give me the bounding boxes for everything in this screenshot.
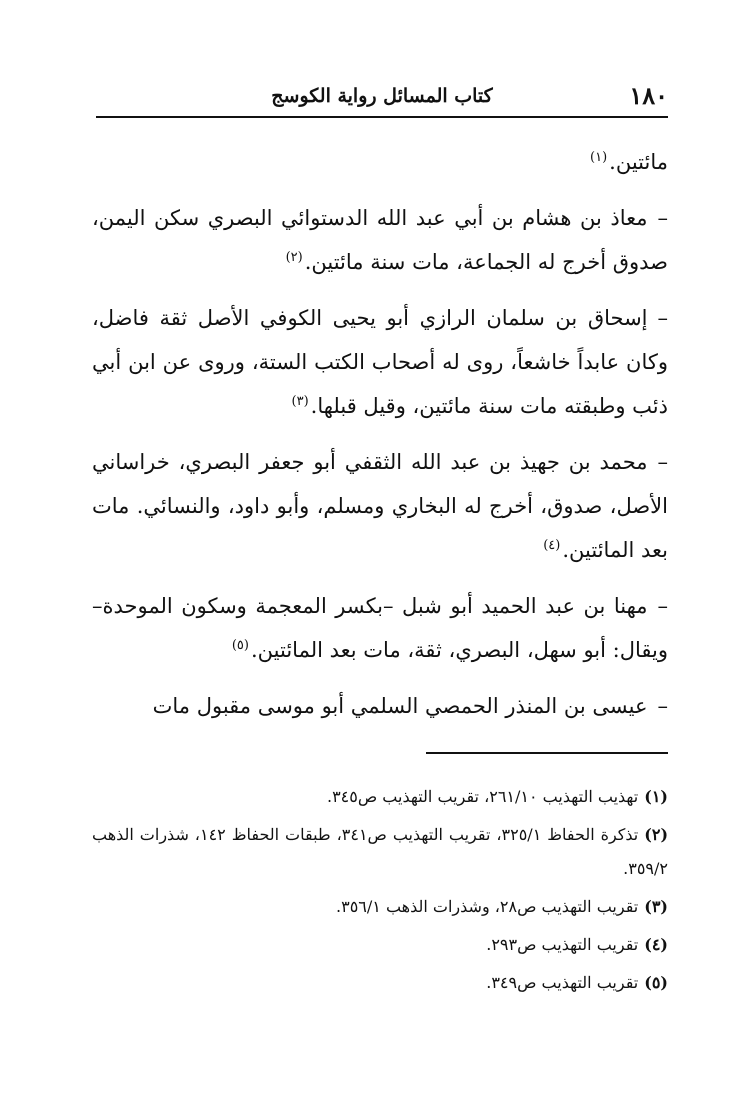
paragraph-text: مائتين. bbox=[609, 150, 668, 174]
running-title: كتاب المسائل رواية الكوسج bbox=[271, 85, 493, 107]
footnote-number: (٢) bbox=[644, 825, 669, 844]
footnote-number: (٥) bbox=[644, 973, 668, 992]
footnote bbox=[92, 890, 668, 924]
footnote-number: (٤) bbox=[644, 935, 668, 954]
footnote-text: تقريب التهذيب ص٣٤٩. bbox=[486, 973, 639, 992]
page-number: ١٨٠ bbox=[629, 81, 668, 110]
entry-dash: – bbox=[657, 450, 668, 474]
footnote-rule bbox=[426, 752, 668, 754]
footnote-number: (١) bbox=[644, 787, 668, 806]
footnote bbox=[92, 928, 668, 962]
paragraph-text: محمد بن جهيذ بن عبد الله الثقفي أبو جعفر البصري، خراساني الأصل، صدوق، أخرج له البخاري ومسلم، وأبو داود، والنسائي. مات بعد المائتين. bbox=[92, 450, 668, 562]
paragraph-entry bbox=[92, 296, 668, 428]
footnote-ref: (٢) bbox=[285, 250, 303, 265]
footnote bbox=[92, 966, 668, 1000]
footnote-ref: (٤) bbox=[543, 538, 561, 553]
paragraph-continuation bbox=[92, 140, 668, 184]
entry-dash: – bbox=[657, 594, 668, 618]
footnote-number: (٣) bbox=[644, 897, 668, 916]
footnote-ref: (٣) bbox=[291, 394, 309, 409]
footnote bbox=[92, 818, 668, 886]
footnote bbox=[92, 780, 668, 814]
paragraph-text: عيسى بن المنذر الحمصي السلمي أبو موسى مقبول مات bbox=[152, 694, 648, 718]
footnote-ref: (١) bbox=[590, 150, 608, 165]
entry-dash: – bbox=[657, 306, 668, 330]
paragraph-text: إسحاق بن سلمان الرازي أبو يحيى الكوفي الأصل ثقة فاضل، وكان عابداً خاشعاً، روى له أصحاب الكتب الستة، وروى عن ابن أبي ذئب وطبقته مات سنة مائتين، وقيل قبلها. bbox=[92, 306, 668, 418]
footnote-text: تذكرة الحفاظ ٣٢٥/١، تقريب التهذيب ص٣٤١، طبقات الحفاظ ١٤٢، شذرات الذهب ٣٥٩/٢. bbox=[92, 825, 668, 878]
header-rule bbox=[96, 116, 668, 118]
paragraph-entry bbox=[92, 440, 668, 572]
paragraph-text: معاذ بن هشام بن أبي عبد الله الدستوائي البصري سكن اليمن، صدوق أخرج له الجماعة، مات سنة مائتين. bbox=[92, 206, 668, 274]
paragraph-text: مهنا بن عبد الحميد أبو شبل –بكسر المعجمة وسكون الموحدة– ويقال: أبو سهل، البصري، ثقة، مات بعد المائتين. bbox=[92, 594, 668, 662]
footnote-ref: (٥) bbox=[231, 638, 249, 653]
main-text bbox=[92, 140, 668, 740]
footnotes bbox=[92, 780, 668, 1004]
paragraph-entry bbox=[92, 584, 668, 672]
paragraph-entry bbox=[92, 196, 668, 284]
footnote-text: تهذيب التهذيب ٢٦١/١٠، تقريب التهذيب ص٣٤٥. bbox=[326, 787, 639, 806]
page-header bbox=[96, 80, 668, 112]
footnote-text: تقريب التهذيب ص٢٨، وشذرات الذهب ٣٥٦/١. bbox=[336, 897, 639, 916]
entry-dash: – bbox=[657, 206, 668, 230]
footnote-text: تقريب التهذيب ص٢٩٣. bbox=[486, 935, 639, 954]
paragraph-entry bbox=[92, 684, 668, 728]
entry-dash: – bbox=[657, 694, 668, 718]
